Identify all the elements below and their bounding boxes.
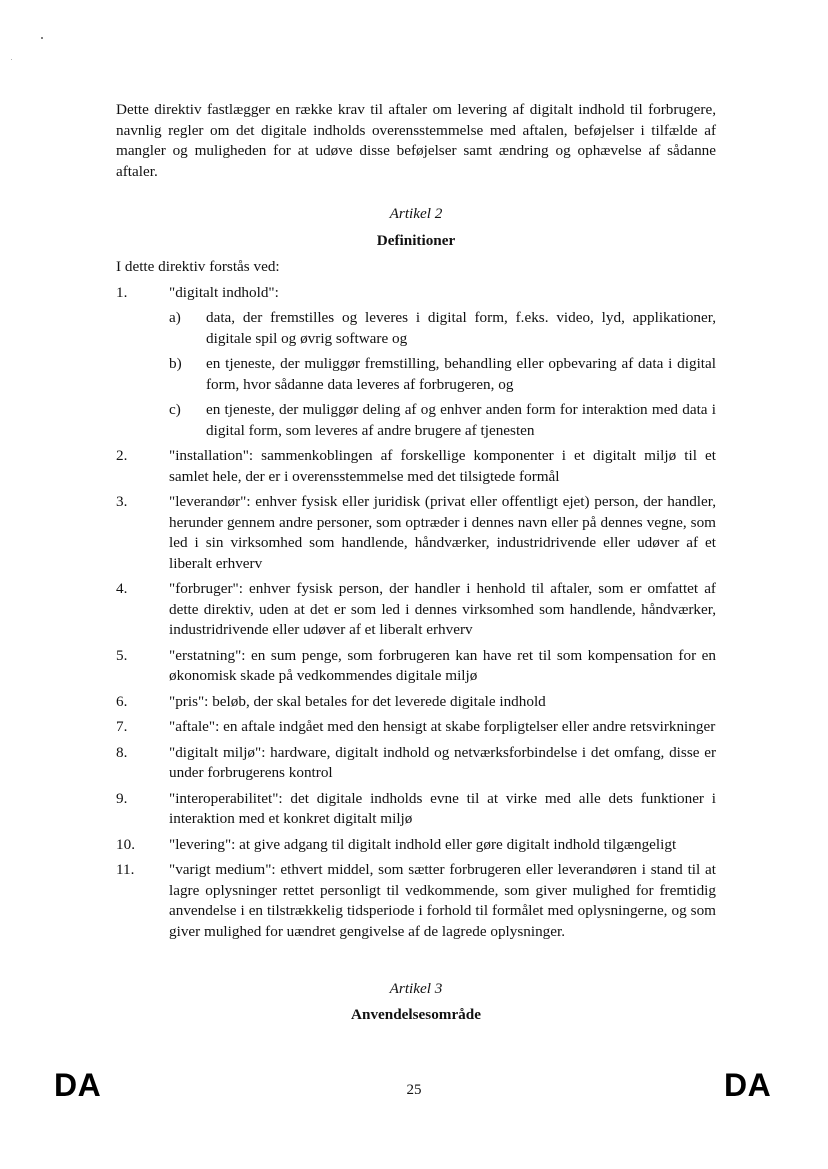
intro-paragraph: Dette direktiv fastlægger en række krav til aftaler om levering af digitalt indhold til forbrugere, navnlig regler om det digitale indholds overensstemmelse med aftalen, beføjelser i tilfælde af mangler og muligheden for at udøve disse beføjelser samt ændring og ophævelse af sådanne aftaler. <box>116 101 716 180</box>
definition-text: "aftale": en aftale indgået med den hensigt at skabe forpligtelser eller andre retsvirkninger <box>169 718 716 735</box>
definition-item <box>116 646 716 687</box>
sub-definition-letter: a) <box>169 309 181 326</box>
sub-definition-list <box>169 308 716 441</box>
definition-number: 4. <box>116 580 128 597</box>
sub-definition-text: en tjeneste, der muliggør fremstilling, behandling eller opbevaring af data i digital form, hvor sådanne data leveres af forbrugeren, og <box>206 355 716 393</box>
definition-item <box>116 743 716 784</box>
definition-text: "forbruger": enhver fysisk person, der handler i henhold til aftaler, som er omfattet af dette direktiv, uden at det er som led i dennes virksomhed som handlende, håndværker, industridrivende eller udøver af et liberalt erhverv <box>169 580 716 638</box>
definition-text: "installation": sammenkoblingen af forskellige komponenter i et digitalt miljø til et samlet hele, der er i overensstemmelse med det tilsigtede formål <box>169 447 716 485</box>
sub-definition-item <box>169 308 716 349</box>
definition-item <box>116 835 716 856</box>
definition-item <box>116 283 716 442</box>
sub-definition-item <box>169 400 716 441</box>
sub-definition-text: data, der fremstilles og leveres i digital form, f.eks. video, lyd, applikationer, digitale spil og øvrig software og <box>206 309 716 347</box>
definition-item <box>116 579 716 641</box>
definition-text: "digitalt indhold": <box>169 283 279 301</box>
language-code-right: DA <box>724 1067 772 1103</box>
definition-text: "leverandør": enhver fysisk eller juridisk (privat eller offentligt ejet) person, der handler, herunder gennem andre personer, som optræder i dennes navn eller på dennes vegne, som led i sin virksomhed som handlende, håndværker, industridrivende eller udøver af et liberalt erhverv <box>169 493 716 572</box>
page-number: 25 <box>406 1082 422 1098</box>
definition-item <box>116 446 716 487</box>
definition-number: 2. <box>116 447 128 464</box>
article-3-label: Artikel 3 <box>389 980 443 997</box>
sub-definition-text: en tjeneste, der muliggør deling af og enhver anden form for interaktion med data i digital form, som leveres af andre brugere af tjenesten <box>206 401 716 439</box>
definition-number: 5. <box>116 646 128 664</box>
definition-number: 7. <box>116 718 128 735</box>
language-code-left: DA <box>54 1067 102 1103</box>
definition-number: 10. <box>116 835 135 853</box>
definition-number: 9. <box>116 789 128 807</box>
scan-speck <box>41 37 43 39</box>
definition-number: 3. <box>116 493 128 510</box>
definition-item <box>116 692 716 713</box>
scan-speck <box>11 59 12 60</box>
article-2-label: Artikel 2 <box>389 205 443 222</box>
definition-text: "interoperabilitet": det digitale indholds evne til at virke med alle dets funktioner i interaktion med et konkret digitalt miljø <box>169 789 716 827</box>
definition-text: "digitalt miljø": hardware, digitalt indhold og netværksforbindelse i det omfang, disse er under forbrugerens kontrol <box>169 743 716 781</box>
definition-number: 1. <box>116 283 128 301</box>
sub-definition-item <box>169 354 716 395</box>
definitions-lead: I dette direktiv forstås ved: <box>116 258 280 275</box>
definition-text: "pris": beløb, der skal betales for det leverede digitale indhold <box>169 692 546 710</box>
definition-number: 8. <box>116 743 128 761</box>
article-3-title: Anvendelsesområde <box>351 1006 481 1023</box>
definition-text: "varigt medium": ethvert middel, som sætter forbrugeren eller leverandøren i stand til at lagre oplysninger rettet personligt til vedkommende, som giver mulighed for fremtidig anvendelse i en tilstrækkelig tidsperiode i forhold til formålet med oplysningerne, og som giver mulighed for uændret gengivelse af de lagrede oplysninger. <box>169 861 716 940</box>
definition-text: "levering": at give adgang til digitalt indhold eller gøre digitalt indhold tilgængeligt <box>169 835 677 853</box>
definition-item <box>116 860 716 942</box>
sub-definition-letter: b) <box>169 355 182 372</box>
definitions-list <box>116 283 716 943</box>
definition-number: 11. <box>116 861 135 878</box>
definition-number: 6. <box>116 692 128 710</box>
sub-definition-letter: c) <box>169 401 181 418</box>
article-2-title: Definitioner <box>376 231 456 249</box>
definition-item <box>116 492 716 574</box>
main-content <box>116 100 716 942</box>
definition-text: "erstatning": en sum penge, som forbrugeren kan have ret til som kompensation for en økonomisk skade på vedkommendes digitale miljø <box>169 646 716 684</box>
definition-item <box>116 789 716 830</box>
definition-item <box>116 717 716 738</box>
